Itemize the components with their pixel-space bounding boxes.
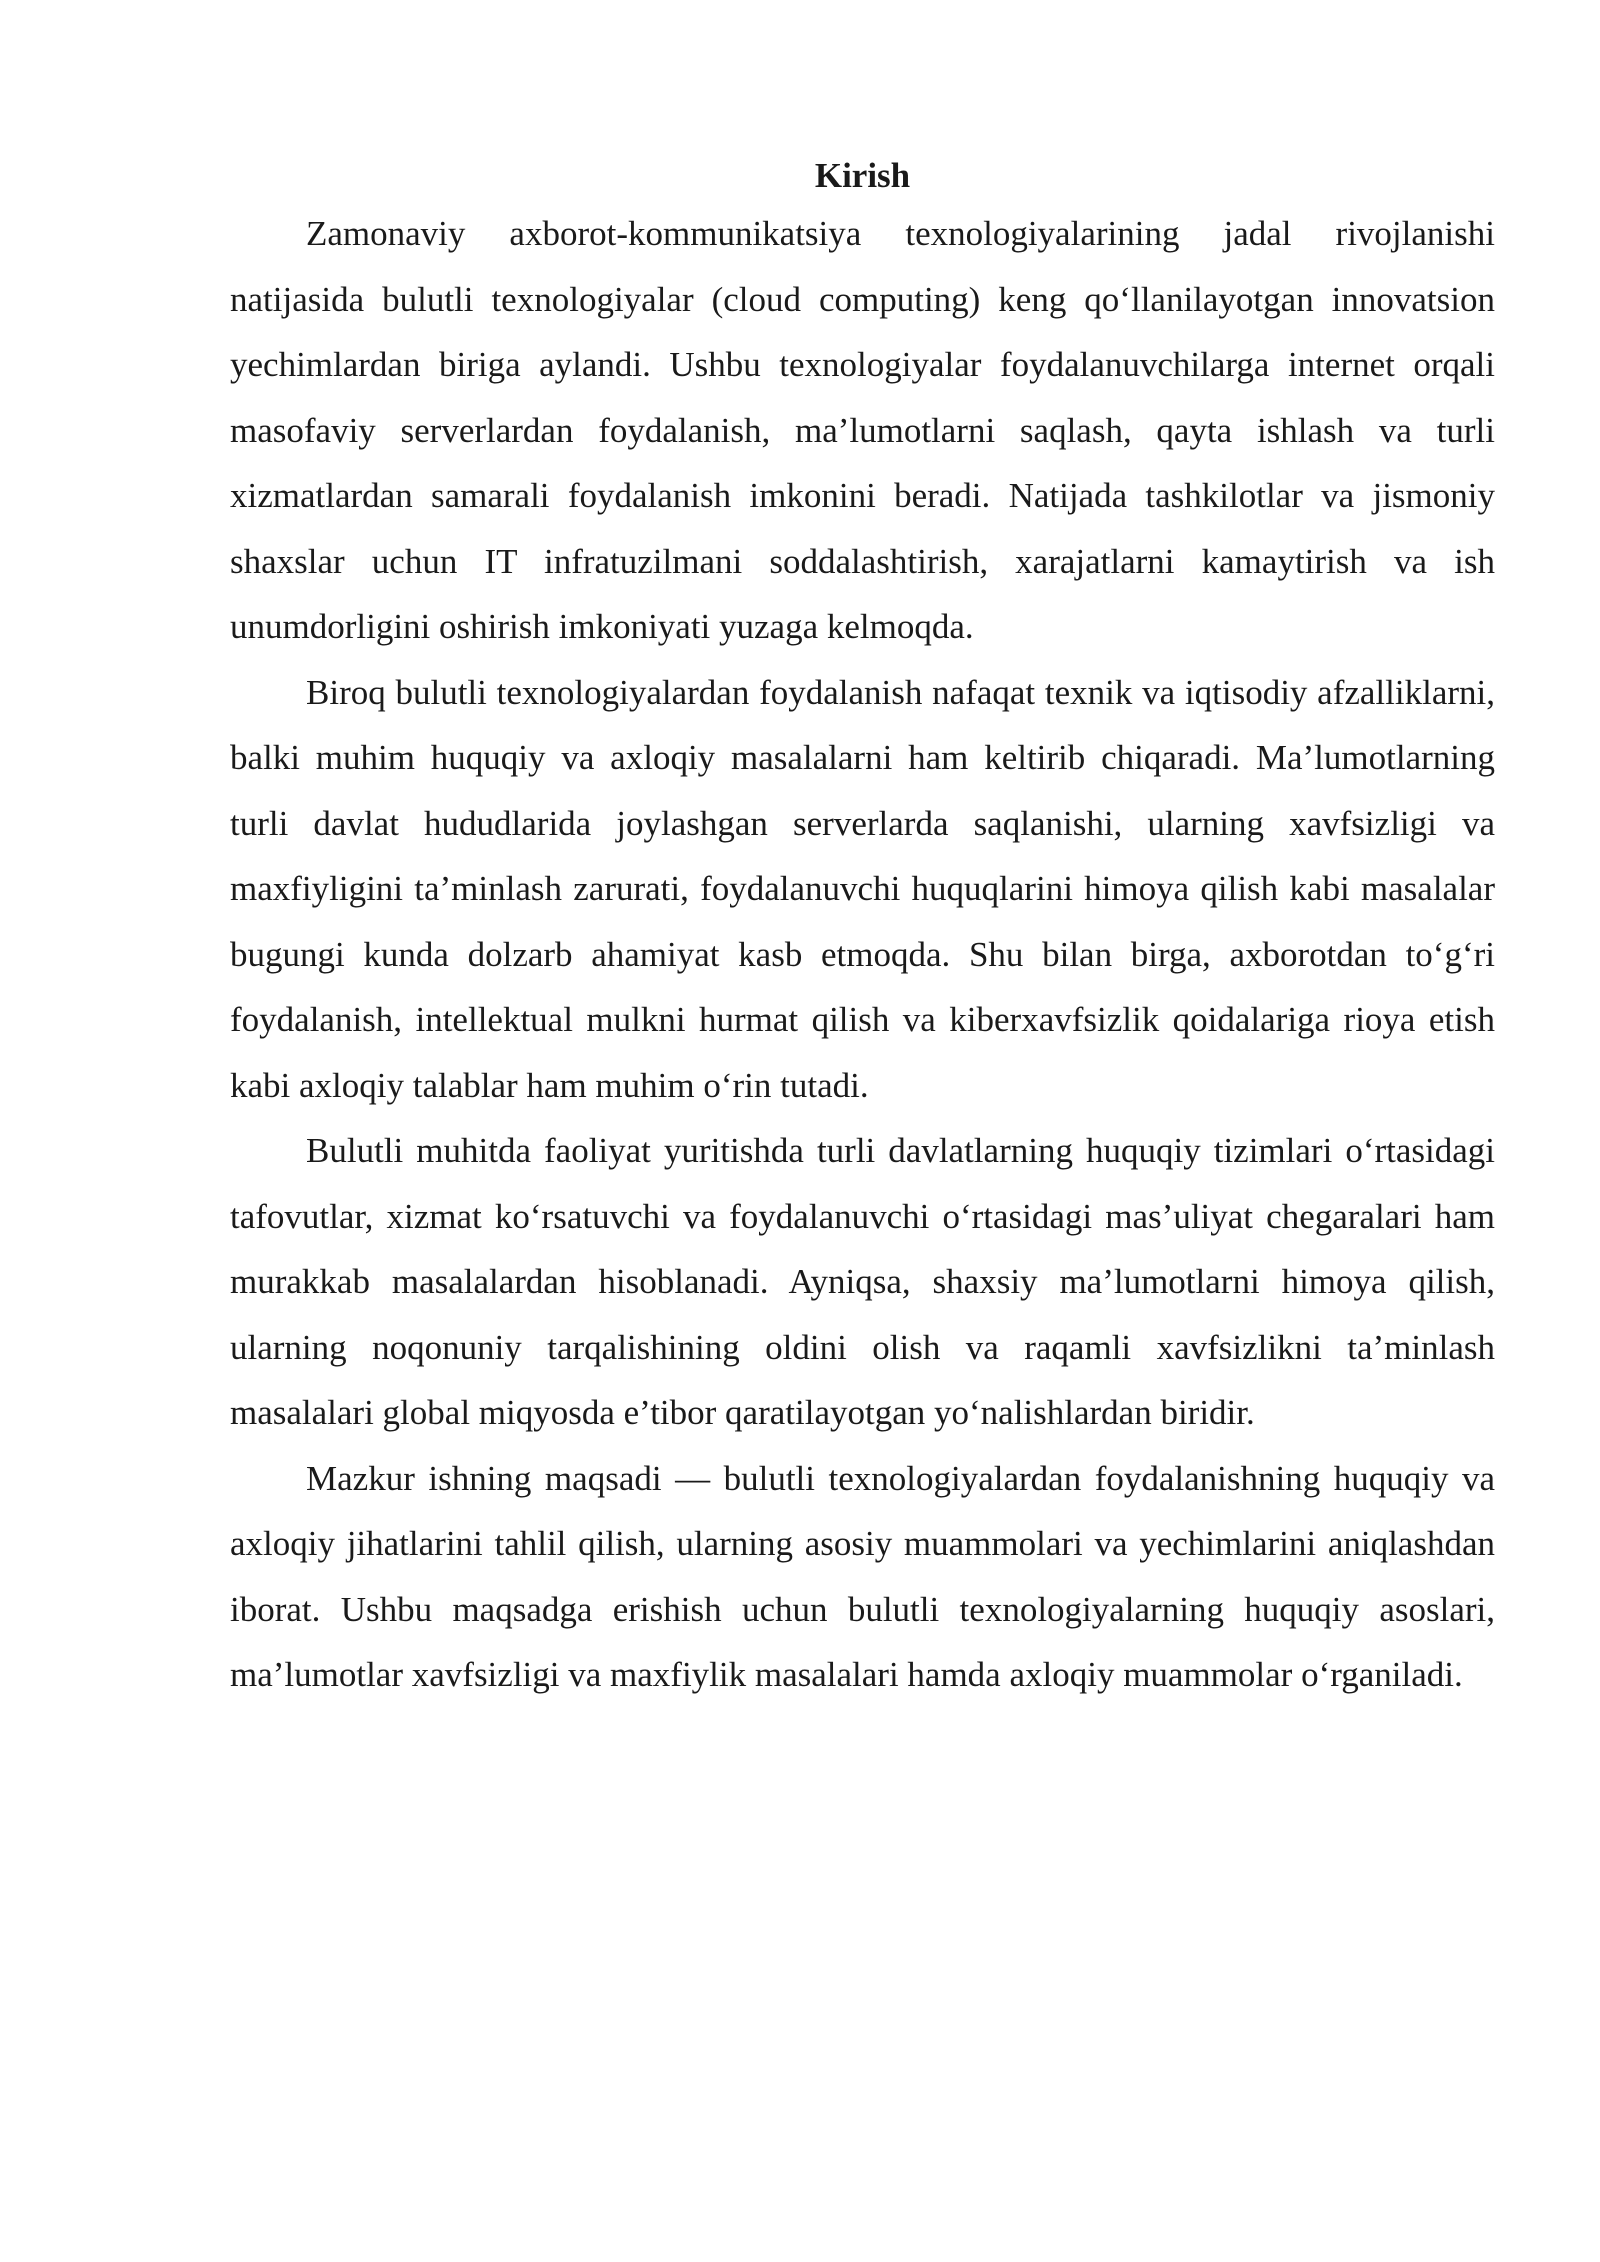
paragraph-1: Zamonaviy axborot-kommunikatsiya texnologiyalarining jadal rivojlanishi natijasida bulutli texnologiyalar (cloud computing) keng qo‘llanilayotgan innovatsion yechimlardan biriga aylandi. Ushbu texnologiyalar foydalanuvchilarga internet orqali masofaviy serverlardan foydalanish, ma’lumotlarni saqlash, qayta ishlash va turli xizmatlardan samarali foydalanish imkonini beradi. Natijada tashkilotlar va jismoniy shaxslar uchun IT infratuzilmani soddalashtirish, xarajatlarni kamaytirish va ish unumdorligini oshirish imkoniyati yuzaga kelmoqda.	[230, 214, 1495, 646]
paragraph-3: Bulutli muhitda faoliyat yuritishda turli davlatlarning huquqiy tizimlari o‘rtasidagi tafovutlar, xizmat ko‘rsatuvchi va foydalanuvchi o‘rtasidagi mas’uliyat chegaralari ham murakkab masalalardan hisoblanadi. Ayniqsa, shaxsiy ma’lumotlarni himoya qilish, ularning noqonuniy tarqalishining oldini olish va raqamli xavfsizlikni ta’minlash masalalari global miqyosda e’tibor qaratilayotgan yo‘nalishlardan biridir.	[230, 1131, 1495, 1432]
document-body	[230, 150, 1495, 1708]
paragraph-2: Biroq bulutli texnologiyalardan foydalanish nafaqat texnik va iqtisodiy afzalliklarni, balki muhim huquqiy va axloqiy masalalarni ham keltirib chiqaradi. Ma’lumotlarning turli davlat hududlarida joylashgan serverlarda saqlanishi, ularning xavfsizligi va maxfiyligini ta’minlash zarurati, foydalanuvchi huquqlarini himoya qilish kabi masalalar bugungi kunda dolzarb ahamiyat kasb etmoqda. Shu bilan birga, axborotdan to‘g‘ri foydalanish, intellektual mulkni hurmat qilish va kiberxavfsizlik qoidalariga rioya etish kabi axloqiy talablar ham muhim o‘rin tutadi.	[230, 672, 1495, 1105]
section-heading: Kirish	[814, 156, 911, 195]
paragraph-4: Mazkur ishning maqsadi — bulutli texnologiyalardan foydalanishning huquqiy va axloqiy jihatlarini tahlil qilish, ularning asosiy muammolari va yechimlarini aniqlashdan iborat. Ushbu maqsadga erishish uchun bulutli texnologiyalarning huquqiy asoslari, ma’lumotlar xavfsizligi va maxfiylik masalalari hamda axloqiy muammolar o‘rganiladi.	[230, 1458, 1495, 1694]
